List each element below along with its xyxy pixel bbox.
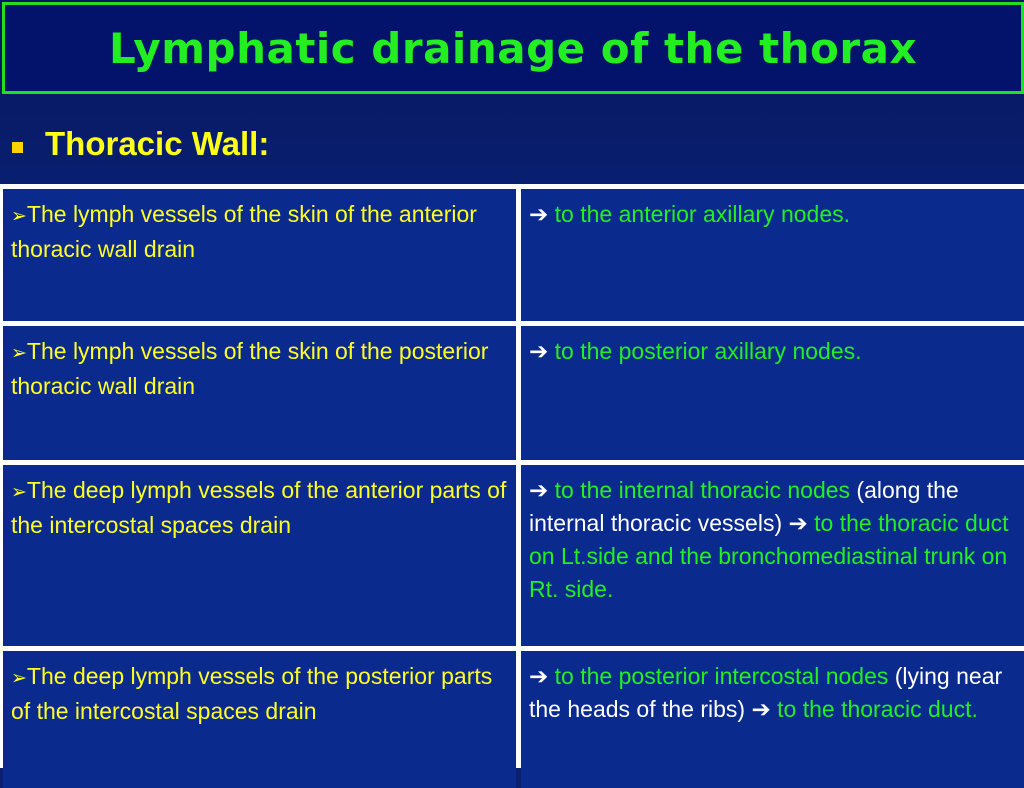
destination-note: (lying near the heads of the ribs): [529, 663, 1003, 722]
table-cell-source: [3, 465, 516, 646]
right-arrow-icon: ➔: [529, 663, 549, 689]
destination-text: to the internal thoracic nodes: [554, 477, 851, 503]
table-cell-source: [3, 651, 516, 788]
table-cell-source: [3, 326, 516, 460]
title-box: [2, 2, 1024, 94]
arrowhead-bullet-icon: ➢: [11, 343, 27, 364]
right-arrow-icon: ➔: [529, 338, 549, 364]
destination-text: to the posterior intercostal nodes: [554, 663, 889, 689]
destination-text: to the posterior axillary nodes.: [554, 338, 862, 364]
right-arrow-icon: ➔: [529, 201, 549, 227]
source-text: The lymph vessels of the skin of the anterior thoracic wall drain: [11, 201, 477, 262]
arrowhead-bullet-icon: ➢: [11, 482, 27, 503]
table-cell-destination: [521, 189, 1024, 321]
source-text: The deep lymph vessels of the anterior parts of the intercostal spaces drain: [11, 477, 507, 538]
table-cell-destination: [521, 465, 1024, 646]
right-arrow-icon: ➔: [751, 696, 771, 722]
table-cell-destination: [521, 326, 1024, 460]
table-cell-source: [3, 189, 516, 321]
subtitle-row: [12, 118, 269, 170]
destination-text: to the anterior axillary nodes.: [554, 201, 850, 227]
destination-final: to the thoracic duct on Lt.side and the bronchomediastinal trunk on Rt. side.: [529, 510, 1009, 602]
drainage-table: [0, 184, 1024, 768]
destination-note: (along the internal thoracic vessels): [529, 477, 959, 536]
section-heading: Thoracic Wall:: [45, 125, 270, 162]
arrowhead-bullet-icon: ➢: [11, 206, 27, 227]
source-text: The deep lymph vessels of the posterior parts of the intercostal spaces drain: [11, 663, 493, 724]
destination-final: to the thoracic duct.: [777, 696, 978, 722]
square-bullet-icon: [12, 142, 23, 153]
arrowhead-bullet-icon: ➢: [11, 668, 27, 689]
table-cell-destination: [521, 651, 1024, 788]
right-arrow-icon: ➔: [788, 510, 808, 536]
source-text: The lymph vessels of the skin of the posterior thoracic wall drain: [11, 338, 489, 399]
right-arrow-icon: ➔: [529, 477, 549, 503]
page-title: Lymphatic drainage of the thorax: [108, 23, 918, 73]
